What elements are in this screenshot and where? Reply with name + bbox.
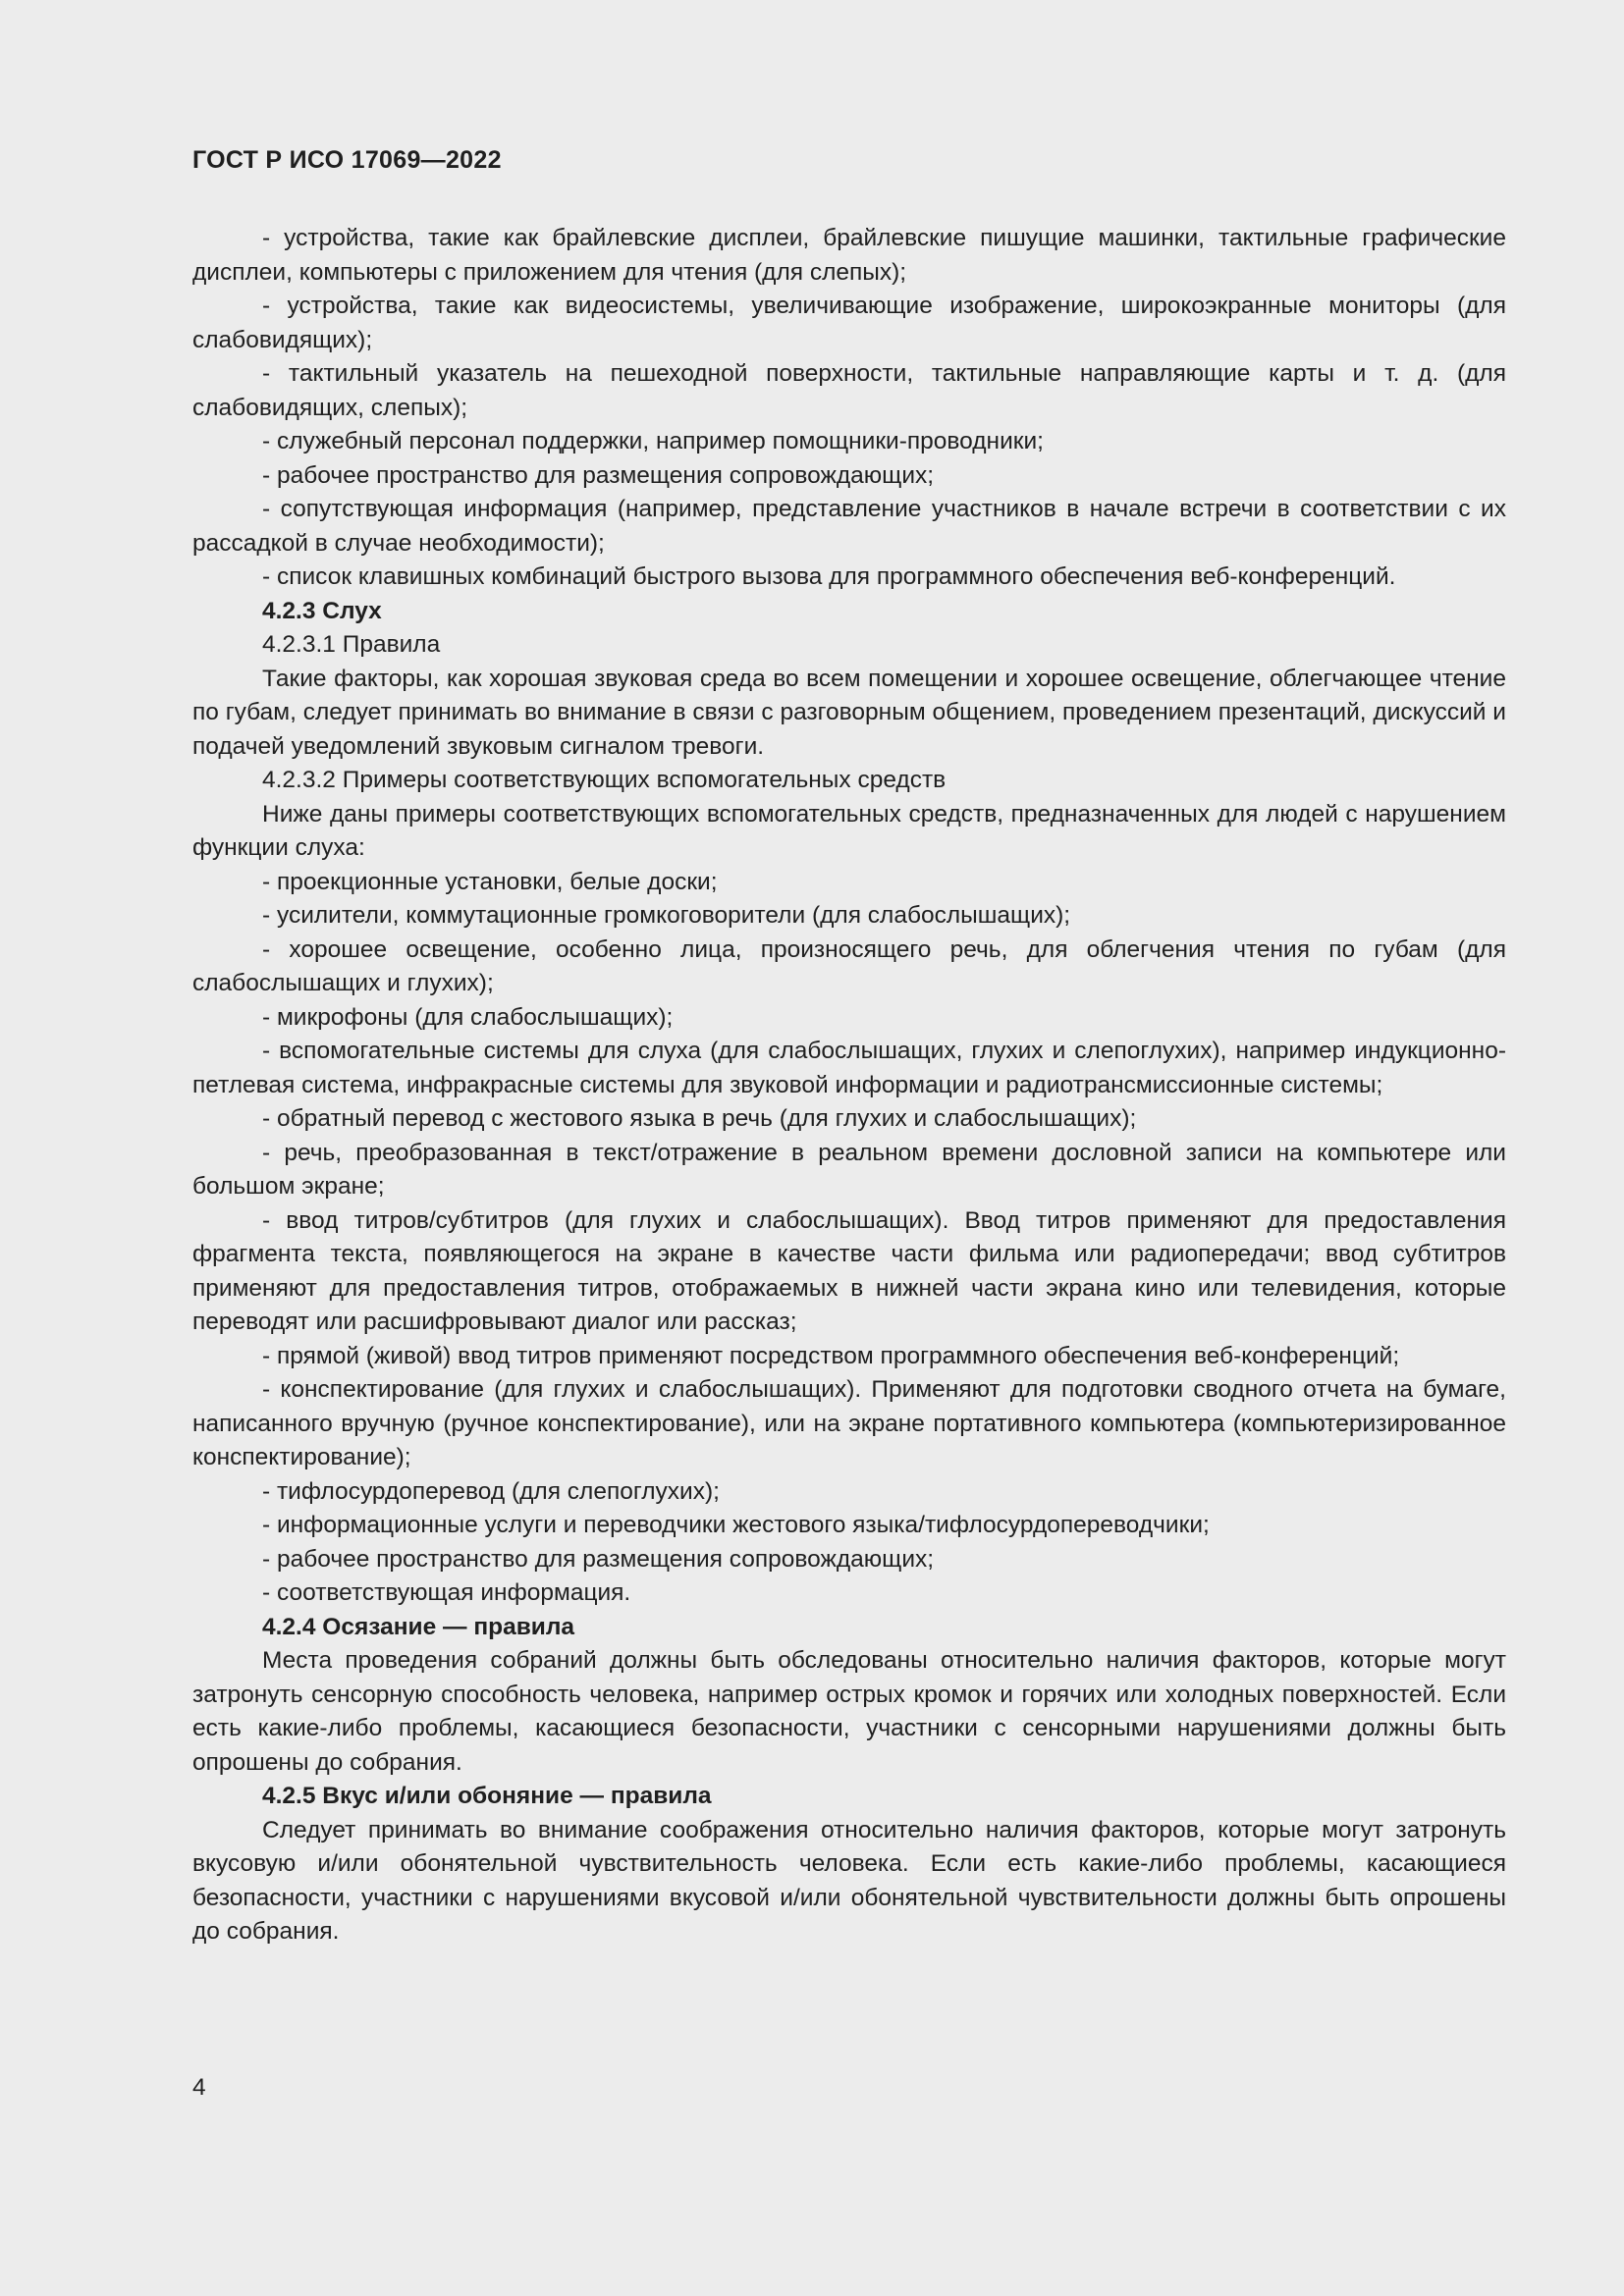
- list-item: - микрофоны (для слабослышащих);: [262, 1003, 674, 1031]
- section-heading-4-2-5: 4.2.5 Вкус и/или обоняние — правила: [262, 1783, 712, 1809]
- list-item: - сопутствующая информация (например, представление участников в начале встречи в соответствии с их рассадкой в случае необходимости);: [192, 496, 1506, 557]
- list-item: - рабочее пространство для размещения сопровождающих;: [262, 1545, 935, 1573]
- list-item: - проекционные установки, белые доски;: [262, 868, 718, 895]
- list-item: - прямой (живой) ввод титров применяют посредством программного обеспечения веб-конференций;: [262, 1342, 1400, 1369]
- document-header: ГОСТ Р ИСО 17069—2022: [192, 146, 502, 174]
- list-item: - обратный перевод с жестового языка в речь (для глухих и слабослышащих);: [262, 1105, 1137, 1132]
- paragraph: Следует принимать во внимание соображения относительно наличия факторов, которые могут затронуть вкусовую и/или обонятельной чувствительность человека. Если есть какие-либо проблемы, касающиеся безопасности, участники с нарушениями вкусовой и/или обонятельной чувствительности должны быть опрошены до собрания.: [192, 1816, 1506, 1945]
- section-heading-4-2-4: 4.2.4 Осязание — правила: [262, 1613, 575, 1640]
- subsection-heading-4-2-3-1: 4.2.3.1 Правила: [262, 631, 441, 658]
- list-item: - тифлосурдоперевод (для слепоглухих);: [262, 1477, 720, 1505]
- list-item: - вспомогательные системы для слуха (для слабослышащих, глухих и слепоглухих), например индукционно-петлевая система, инфракрасные системы для звуковой информации и радиотрансмиссионные системы;: [192, 1038, 1506, 1098]
- document-body: [192, 222, 1506, 1949]
- list-item: - список клавишных комбинаций быстрого вызова для программного обеспечения веб-конференций.: [262, 563, 1396, 590]
- section-heading-4-2-3: 4.2.3 Слух: [262, 597, 382, 624]
- list-item: - усилители, коммутационные громкоговорители (для слабослышащих);: [262, 902, 1071, 929]
- list-item: - тактильный указатель на пешеходной поверхности, тактильные направляющие карты и т. д. (для слабовидящих, слепых);: [192, 360, 1506, 421]
- list-item: - ввод титров/субтитров (для глухих и слабослышащих). Ввод титров применяют для предоставления фрагмента текста, появляющегося на экране в качестве части фильма или радиопередачи; ввод субтитров применяют для предоставления титров, отображаемых в нижней части экрана кино или телевидения, которые переводят или расшифровывают диалог или рассказ;: [192, 1206, 1506, 1335]
- paragraph: Ниже даны примеры соответствующих вспомогательных средств, предназначенных для людей с нарушением функции слуха:: [192, 800, 1506, 861]
- list-item: - речь, преобразованная в текст/отражение в реальном времени дословной записи на компьютере или большом экране;: [192, 1139, 1506, 1200]
- list-item: - хорошее освещение, особенно лица, произносящего речь, для облегчения чтения по губам (для слабослышащих и глухих);: [192, 935, 1506, 996]
- list-item: - устройства, такие как брайлевские дисплеи, брайлевские пишущие машинки, тактильные графические дисплеи, компьютеры с приложением для чтения (для слепых);: [192, 225, 1506, 286]
- paragraph: Места проведения собраний должны быть обследованы относительно наличия факторов, которые могут затронуть сенсорную способность человека, например острых кромок и горячих или холодных поверхностей. Если есть какие-либо проблемы, касающиеся безопасности, участники с сенсорными нарушениями должны быть опрошены до собрания.: [192, 1647, 1506, 1776]
- list-item: - служебный персонал поддержки, например помощники-проводники;: [262, 428, 1044, 454]
- list-item: - информационные услуги и переводчики жестового языка/тифлосурдопереводчики;: [262, 1512, 1210, 1538]
- page-number: 4: [192, 2074, 206, 2101]
- list-item: - соответствующая информация.: [262, 1579, 631, 1606]
- subsection-heading-4-2-3-2: 4.2.3.2 Примеры соответствующих вспомогательных средств: [262, 767, 947, 793]
- list-item: - устройства, такие как видеосистемы, увеличивающие изображение, широкоэкранные мониторы (для слабовидящих);: [192, 293, 1506, 353]
- list-item: - конспектирование (для глухих и слабослышащих). Применяют для подготовки сводного отчета на бумаге, написанного вручную (ручное конспектирование), или на экране портативного компьютера (компьютеризированное конспектирование);: [192, 1376, 1506, 1470]
- paragraph: Такие факторы, как хорошая звуковая среда во всем помещении и хорошее освещение, облегчающее чтение по губам, следует принимать во внимание в связи с разговорным общением, проведением презентаций, дискуссий и подачей уведомлений звуковым сигналом тревоги.: [192, 665, 1506, 760]
- list-item: - рабочее пространство для размещения сопровождающих;: [262, 461, 935, 489]
